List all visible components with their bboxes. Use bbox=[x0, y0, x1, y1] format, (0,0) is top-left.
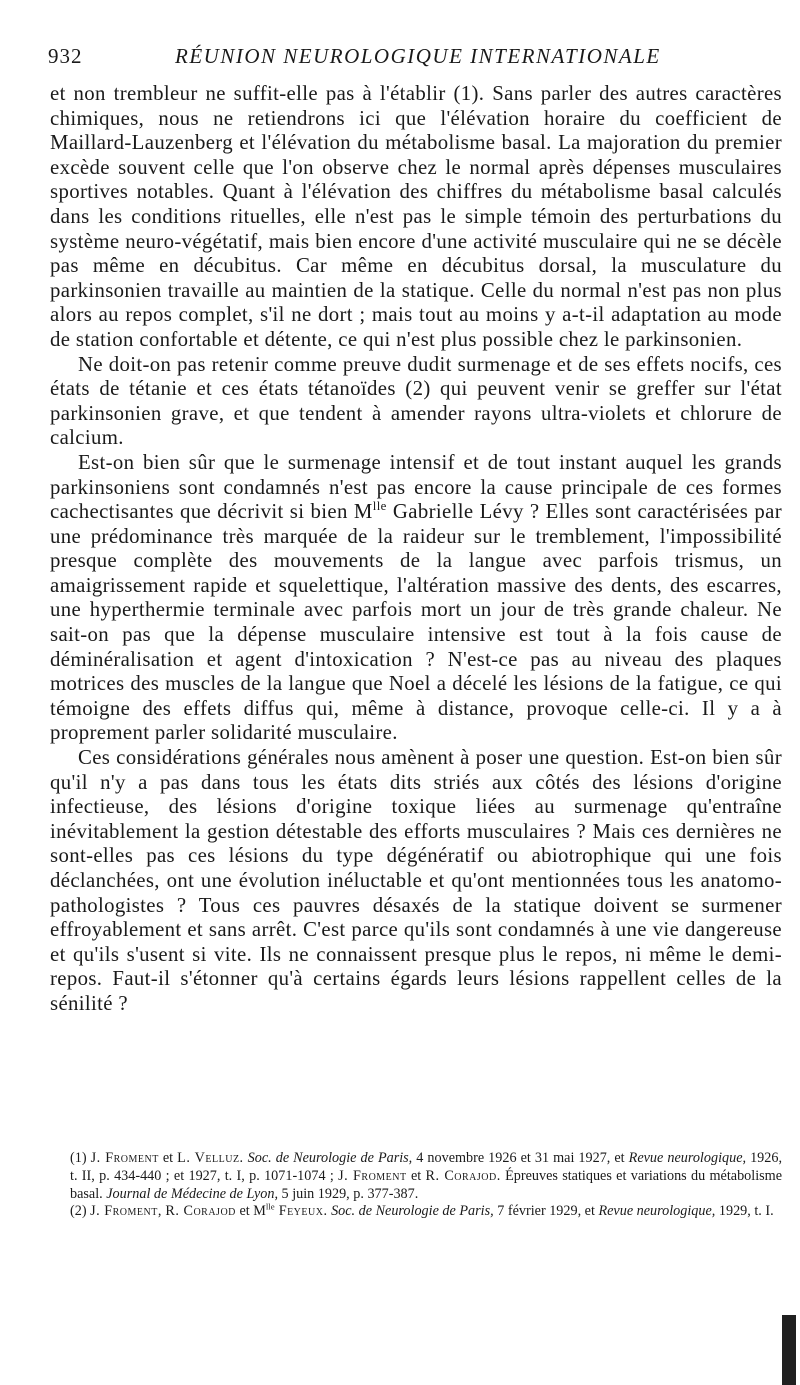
journal-name: Soc. de Neurologie de Paris, bbox=[327, 1203, 494, 1220]
footnote-text: et M bbox=[235, 1203, 266, 1220]
page-number: 932 bbox=[48, 44, 83, 68]
footnote-text: Épreuves statiques et variations du métabolisme basal. bbox=[70, 1167, 782, 1202]
superscript: lle bbox=[372, 499, 387, 514]
journal-name: Journal de Médecine de Lyon, bbox=[106, 1185, 278, 1202]
footnote-1 bbox=[70, 1150, 782, 1203]
journal-name: Soc. de Neurologie de Paris, bbox=[243, 1150, 413, 1166]
journal-name: Revue neurologique, bbox=[628, 1150, 747, 1166]
author-name: L. Velluz. bbox=[177, 1150, 244, 1166]
paragraph-text: Ne doit-on pas retenir comme preuve dudit surmenage et de ses effets nocifs, ces états de tétanie et ces états tétanoïdes (2) qui peuvent venir se greffer sur l'état parkinsonien grave, et que tendent à amender rayons ultra-violets et chlorure de calcium. bbox=[50, 352, 782, 450]
author-name: Feyeux. bbox=[274, 1203, 328, 1220]
footnotes bbox=[70, 1150, 782, 1221]
paragraph-4 bbox=[50, 746, 782, 1017]
page-header bbox=[48, 44, 772, 74]
paragraph-2 bbox=[50, 353, 782, 451]
paragraph-text: et non trembleur ne suffit-elle pas à l'établir (1). Sans parler des autres caractères chimiques, nous ne retiendrons ici que l'élévation horaire du coefficient de Maillard-Lauzenberg et l'élévation du métabolisme basal. La majoration du premier excède souvent celle que l'on observe chez le normal après dépenses musculaires sportives notables. Quant à l'élévation des chiffres du métabolisme basal calculés dans les conditions rituelles, elle n'est pas le simple témoin des perturbations du système neuro-végétatif, mais bien encore d'une activité musculaire qui ne se décèle pas même en décubitus. Car même en décubitus dorsal, la musculature du parkinsonien travaille au maintien de la statique. Celle du normal n'est pas non plus alors au repos complet, s'il ne dort ; mais tout au moins y a-t-il adaptation au mode de station confortable et détente, ce qui n'est plus possible chez le parkinsonien. bbox=[50, 82, 782, 351]
footnote-number: (1) bbox=[70, 1150, 87, 1166]
footnote-number: (2) bbox=[70, 1203, 87, 1220]
running-title: RÉUNION NEUROLOGIQUE INTERNATIONALE bbox=[175, 44, 661, 68]
author-name: J. Froment bbox=[338, 1167, 407, 1184]
footnote-2 bbox=[70, 1203, 782, 1221]
paragraph-1 bbox=[50, 82, 782, 353]
footnote-text: 1926, t. II, p. 434-440 ; et 1927, t. I, p. 1071-1074 ; bbox=[70, 1150, 783, 1184]
footnote-text: et bbox=[158, 1150, 178, 1166]
superscript: lle bbox=[265, 1201, 275, 1212]
author-name: R. Corajod bbox=[165, 1203, 236, 1220]
paragraph-text: Gabrielle Lévy ? Elles sont caractérisées par une prédominance très marquée de la raideur sur le tremblement, l'impossibilité presque complète des mouvements de la langue avec parfois trismus, un amaigrissement rapide et squelettique, l'altération massive des dents, des escarres, une hyperthermie terminale avec parfois mort un jour de très grande chaleur. Ne sait-on pas que la dépense musculaire intensive est tout à la fois cause de déminéralisation et agent d'intoxication ? N'est-ce pas au niveau des plaques motrices des muscles de la langue que Noel a décelé les lésions de la fatigue, ce qui témoigne des effets diffus qui, même à distance, provoque celle-ci. Il y a à proprement parler solidarité musculaire. bbox=[50, 500, 782, 745]
footnote-text: 7 février 1929, et bbox=[493, 1203, 599, 1220]
author-name: R. Corajod. bbox=[425, 1167, 501, 1184]
paragraph-text: Ces considérations générales nous amènent à poser une question. Est-on bien sûr qu'il n'y a pas dans tous les états dits striés aux côtés des lésions d'origine infectieuse, des lésions d'origine toxique liées au surmenage qu'entraîne inévitablement la gestion détestable des efforts musculaires ? Mais ces dernières ne sont-elles pas ces lésions du type dégénératif ou abiotrophique qui une fois déclanchées, ont une évolution inéluctable et qu'ont mentionnées tous les anatomo-pathologistes ? Tous ces pauvres désaxés de la statique doivent se surmener effroyablement et sans arrêt. C'est parce qu'ils sont condamnés à une vie dangereuse et qu'ils s'usent si vite. Ils ne connaissent presque plus le repos, ni même le demi-repos. Faut-il s'étonner qu'à certains égards leurs lésions rappellent celles de la sénilité ? bbox=[50, 746, 782, 1015]
footnote-text: 5 juin 1929, p. 377-387. bbox=[278, 1185, 419, 1202]
scan-edge-mark bbox=[782, 1315, 796, 1385]
author-name: J. Froment, bbox=[90, 1203, 162, 1220]
footnote-text: 4 novembre 1926 et 31 mai 1927, et bbox=[412, 1150, 629, 1166]
journal-name: Revue neurologique, bbox=[598, 1203, 716, 1220]
author-name: J. Froment bbox=[90, 1150, 159, 1166]
footnote-text: et bbox=[406, 1167, 426, 1184]
paragraph-3 bbox=[50, 451, 782, 746]
body-text bbox=[50, 82, 782, 1017]
footnote-text: 1929, t. I. bbox=[715, 1203, 774, 1220]
paragraph-text: Est-on bien sûr que le surmenage intensif et de tout instant auquel les grands parkinsoniens sont condamnés n'est pas encore la cause principale de ces formes cachectisantes que décrivit si bien M bbox=[50, 450, 782, 524]
